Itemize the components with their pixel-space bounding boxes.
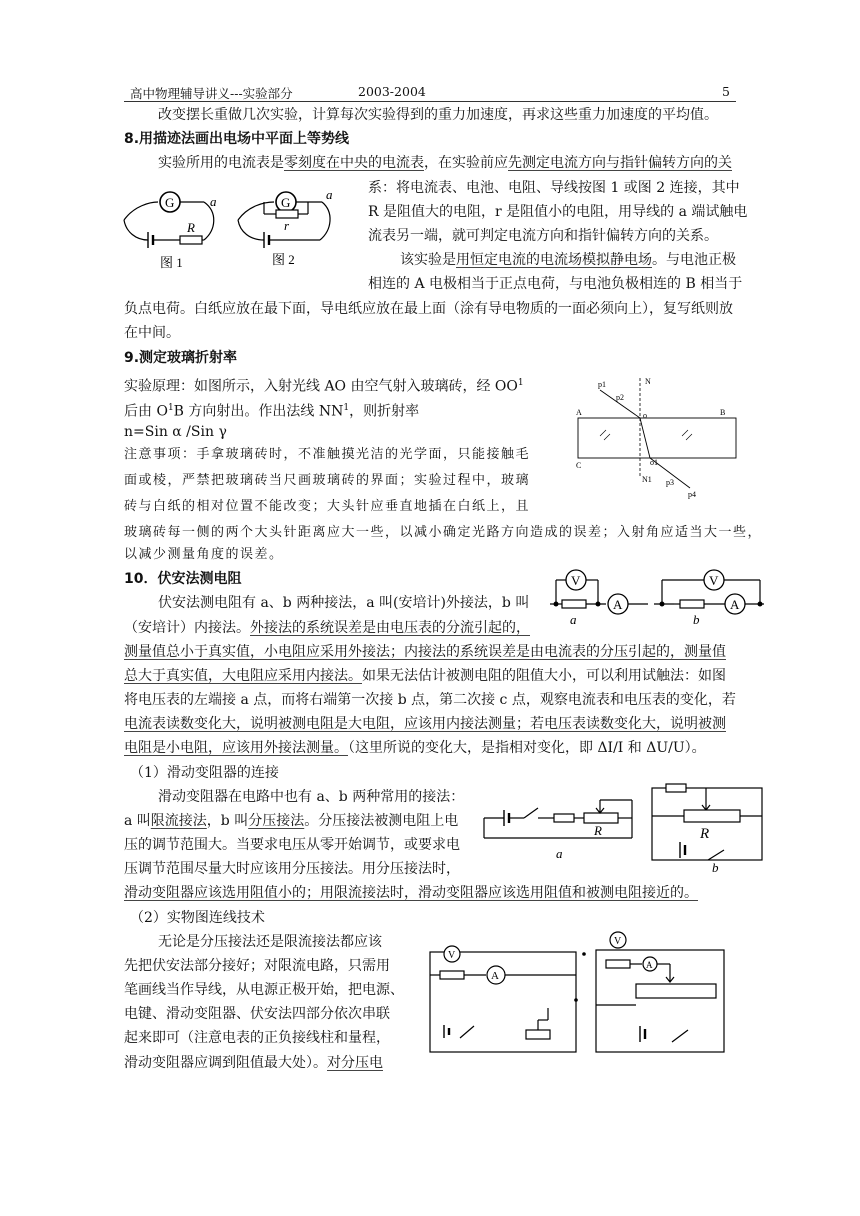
sub1-line-3: 压的调节范围大。当要求电压从零开始调节，或要求电 [124, 837, 460, 853]
fig-b-v-label: V [709, 573, 719, 588]
refracted-ray [640, 418, 650, 458]
voltammetry-figures [548, 562, 773, 630]
s9-line-1: 实验原理：如图所示，入射光线 AO 由空气射入玻璃砖，经 $OO^1$ [124, 378, 524, 395]
sub1-heading: （1）滑动变阻器的连接 [130, 765, 279, 781]
section-9-heading: 9.测定玻璃折射率 [124, 350, 238, 366]
fig-la-r-label: R [594, 823, 602, 838]
intro-line: 改变摆长重做几次实验，计算每次实验得到的重力加速度，再求这些重力加速度的平均值。 [158, 107, 718, 123]
rheostat-icon [636, 984, 716, 998]
fig-b-a-label: A [730, 597, 740, 612]
s8-para-line-4: 流表另一端，就可判定电流方向和指针偏转方向的关系。 [368, 228, 718, 244]
sub1-line-4: 压调节范围尽量大时应该用分压接法。用分压接法时， [124, 861, 460, 877]
figure-2-a-label: a [326, 187, 333, 202]
s8-para-line-6: 相连的 A 电极相当于正点电荷，与电池负极相连的 B 相当于 [368, 276, 743, 292]
figure-1-g-label: G [165, 195, 175, 210]
header-year: 2003-2004 [358, 84, 426, 99]
figure-1-r-label: R [187, 220, 195, 235]
wiring-figures [418, 930, 763, 1055]
s9-formula: n=Sin α /Sin γ [124, 424, 227, 440]
label-a: A [576, 408, 582, 417]
wiring-right-a-label: A [646, 960, 653, 970]
figure-2-g-label: G [281, 195, 291, 210]
label-c: C [576, 461, 582, 470]
sub1-line-1: 滑动变阻器在电路中也有 a、b 两种常用的接法： [158, 789, 465, 805]
sub2-line-6: 滑动变阻器应调到阻值最大处）。对分压电 [124, 1055, 383, 1071]
s9-note-line-1: 注意事项：手拿玻璃砖时，不准触摸光洁的光学面，只能接触毛 [124, 447, 531, 462]
sub2-line-2: 先把伏安法部分接好；对限流电路，只需用 [124, 958, 390, 974]
header-title: 高中物理辅导讲义---实验部分 [130, 86, 293, 101]
s9-note-line-2: 面或棱，严禁把玻璃砖当尺画玻璃砖的界面；实验过程中，玻璃 [124, 473, 531, 488]
s10-line-3: 测量值总小于真实值，小电阻应采用外接法；内接法的系统误差是由电流表的分压引起的，测量值 [124, 644, 726, 660]
figure-1-circuit [120, 186, 220, 276]
rheostat-icon [684, 810, 740, 822]
fig-a-v-label: V [571, 573, 581, 588]
sub1-line-2: a 叫限流接法，b 叫分压接法。分压接法被测电阻上电 [124, 813, 459, 829]
sub2-line-3: 笔画线当作导线，从电源正极开始，把电源、 [124, 982, 404, 998]
rheostat-icon [526, 1030, 550, 1039]
sub2-line-1: 无论是分压接法还是限流接法都应该 [158, 934, 382, 950]
s10-line-5: 将电压表的左端接 a 点，而将右端第一次接 b 点，第二次接 c 点，观察电流表和电压表的变化，若 [124, 692, 736, 708]
label-n: N [645, 377, 651, 386]
s10-line-4: 总大于真实值，大电阻应采用内接法。如果无法估计被测电阻的阻值大小，可以利用试触法：如图 [124, 668, 726, 684]
resistor-icon [554, 814, 574, 822]
s9-note-line-4: 玻璃砖每一侧的两个大头针距离应大一些，以减小确定光路方向造成的误差；入射角应适当大一些， [124, 525, 763, 540]
figure-2-caption: 图 2 [272, 252, 295, 267]
section-8-heading: 8.用描迹法画出电场中平面上等势线 [124, 131, 350, 147]
label-p3: p3 [666, 478, 674, 487]
fig-b-caption: b [693, 612, 700, 627]
label-p4: p4 [688, 490, 696, 499]
resistor-icon [606, 960, 630, 968]
rheostat-icon [584, 813, 618, 823]
s9-line-2: 后由 $O^1B$ 方向射出。作出法线 $NN^1$，则折射率 [124, 403, 420, 420]
wiring-left-v-label: V [448, 950, 456, 961]
label-p2: p2 [616, 393, 624, 402]
s8-para-line-8: 在中间。 [124, 325, 180, 341]
resistor-icon [276, 210, 298, 218]
s8-para-line-5: 该实验是用恒定电流的电流场模拟静电场。与电池正极 [400, 252, 736, 268]
s10-line-1: 伏安法测电阻有 a、b 两种接法，a 叫(安培计)外接法，b 叫 [158, 595, 530, 611]
refraction-figure [570, 370, 750, 500]
fig-a-caption: a [570, 612, 577, 627]
wiring-left-a-label: A [491, 970, 499, 982]
fig-la-caption: a [556, 846, 563, 861]
figure-2-circuit [234, 186, 344, 276]
label-n1: N1 [642, 475, 652, 484]
resistor-icon [680, 600, 704, 608]
resistor-icon [180, 236, 202, 244]
figure-2-r-label: r [284, 218, 290, 233]
section-10-heading: 10．伏安法测电阻 [124, 571, 242, 587]
figure-1-a-label: a [210, 194, 217, 209]
figure-1-caption: 图 1 [160, 255, 183, 270]
switch-icon [524, 808, 538, 818]
rheostat-figures [480, 780, 770, 875]
label-o1: o1 [650, 458, 658, 467]
glass-block [578, 418, 736, 458]
s8-para-line-2: 系：将电流表、电池、电阻、导线按图 1 或图 2 连接，其中 [368, 180, 740, 196]
s10-line-7: 电阻是小电阻，应该用外接法测量。（这里所说的变化大，是指相对变化，即 ΔI/I 和 ΔU/U）。 [124, 740, 706, 756]
label-p1: p1 [598, 380, 606, 389]
switch-icon [672, 1030, 688, 1042]
s8-para-line-3: R 是阻值大的电阻，r 是阻值小的电阻，用导线的 a 端试触电 [368, 204, 748, 220]
sub2-heading: （2）实物图连线技术 [130, 910, 265, 926]
label-o: o [643, 411, 647, 420]
s8-para-line-1: 实验所用的电流表是零刻度在中央的电流表，在实验前应先测定电流方向与指针偏转方向的关 [158, 155, 732, 171]
resistor-icon [666, 784, 686, 792]
wiring-right-v-label: V [614, 936, 622, 947]
s8-para-line-7: 负点电荷。白纸应放在最下面，导电纸应放在最上面（涂有导电物质的一面必须向上），复写纸则放 [124, 301, 733, 317]
header-rule [124, 101, 736, 102]
s10-line-6: 电流表读数变化大，说明被测电阻是大电阻，应该用内接法测量；若电压表读数变化大，说明被测 [124, 716, 726, 732]
header-page-number: 5 [722, 84, 730, 99]
s9-note-line-3: 砖与白纸的相对位置不能改变；大头针应垂直地插在白纸上，且 [124, 499, 531, 514]
switch-icon [708, 850, 724, 860]
s10-line-2: （安培计）内接法。外接法的系统误差是由电压表的分流引起的， [124, 620, 530, 636]
resistor-icon [562, 600, 586, 608]
fig-lb-r-label: R [700, 826, 710, 842]
sub2-line-4: 电键、滑动变阻器、伏安法四部分依次串联 [124, 1006, 390, 1022]
s9-note-line-5: 以减少测量角度的误差。 [124, 547, 284, 562]
resistor-icon [440, 971, 464, 979]
switch-icon [460, 1026, 474, 1038]
sub2-line-5: 起来即可（注意电表的正负接线柱和量程， [124, 1030, 390, 1046]
fig-lb-caption: b [712, 860, 719, 875]
fig-a-a-label: A [613, 597, 623, 612]
label-b: B [720, 408, 726, 417]
sub1-line-5: 滑动变阻器应该选用阻值小的；用限流接法时，滑动变阻器应该选用阻值和被测电阻接近的。 [124, 885, 698, 901]
